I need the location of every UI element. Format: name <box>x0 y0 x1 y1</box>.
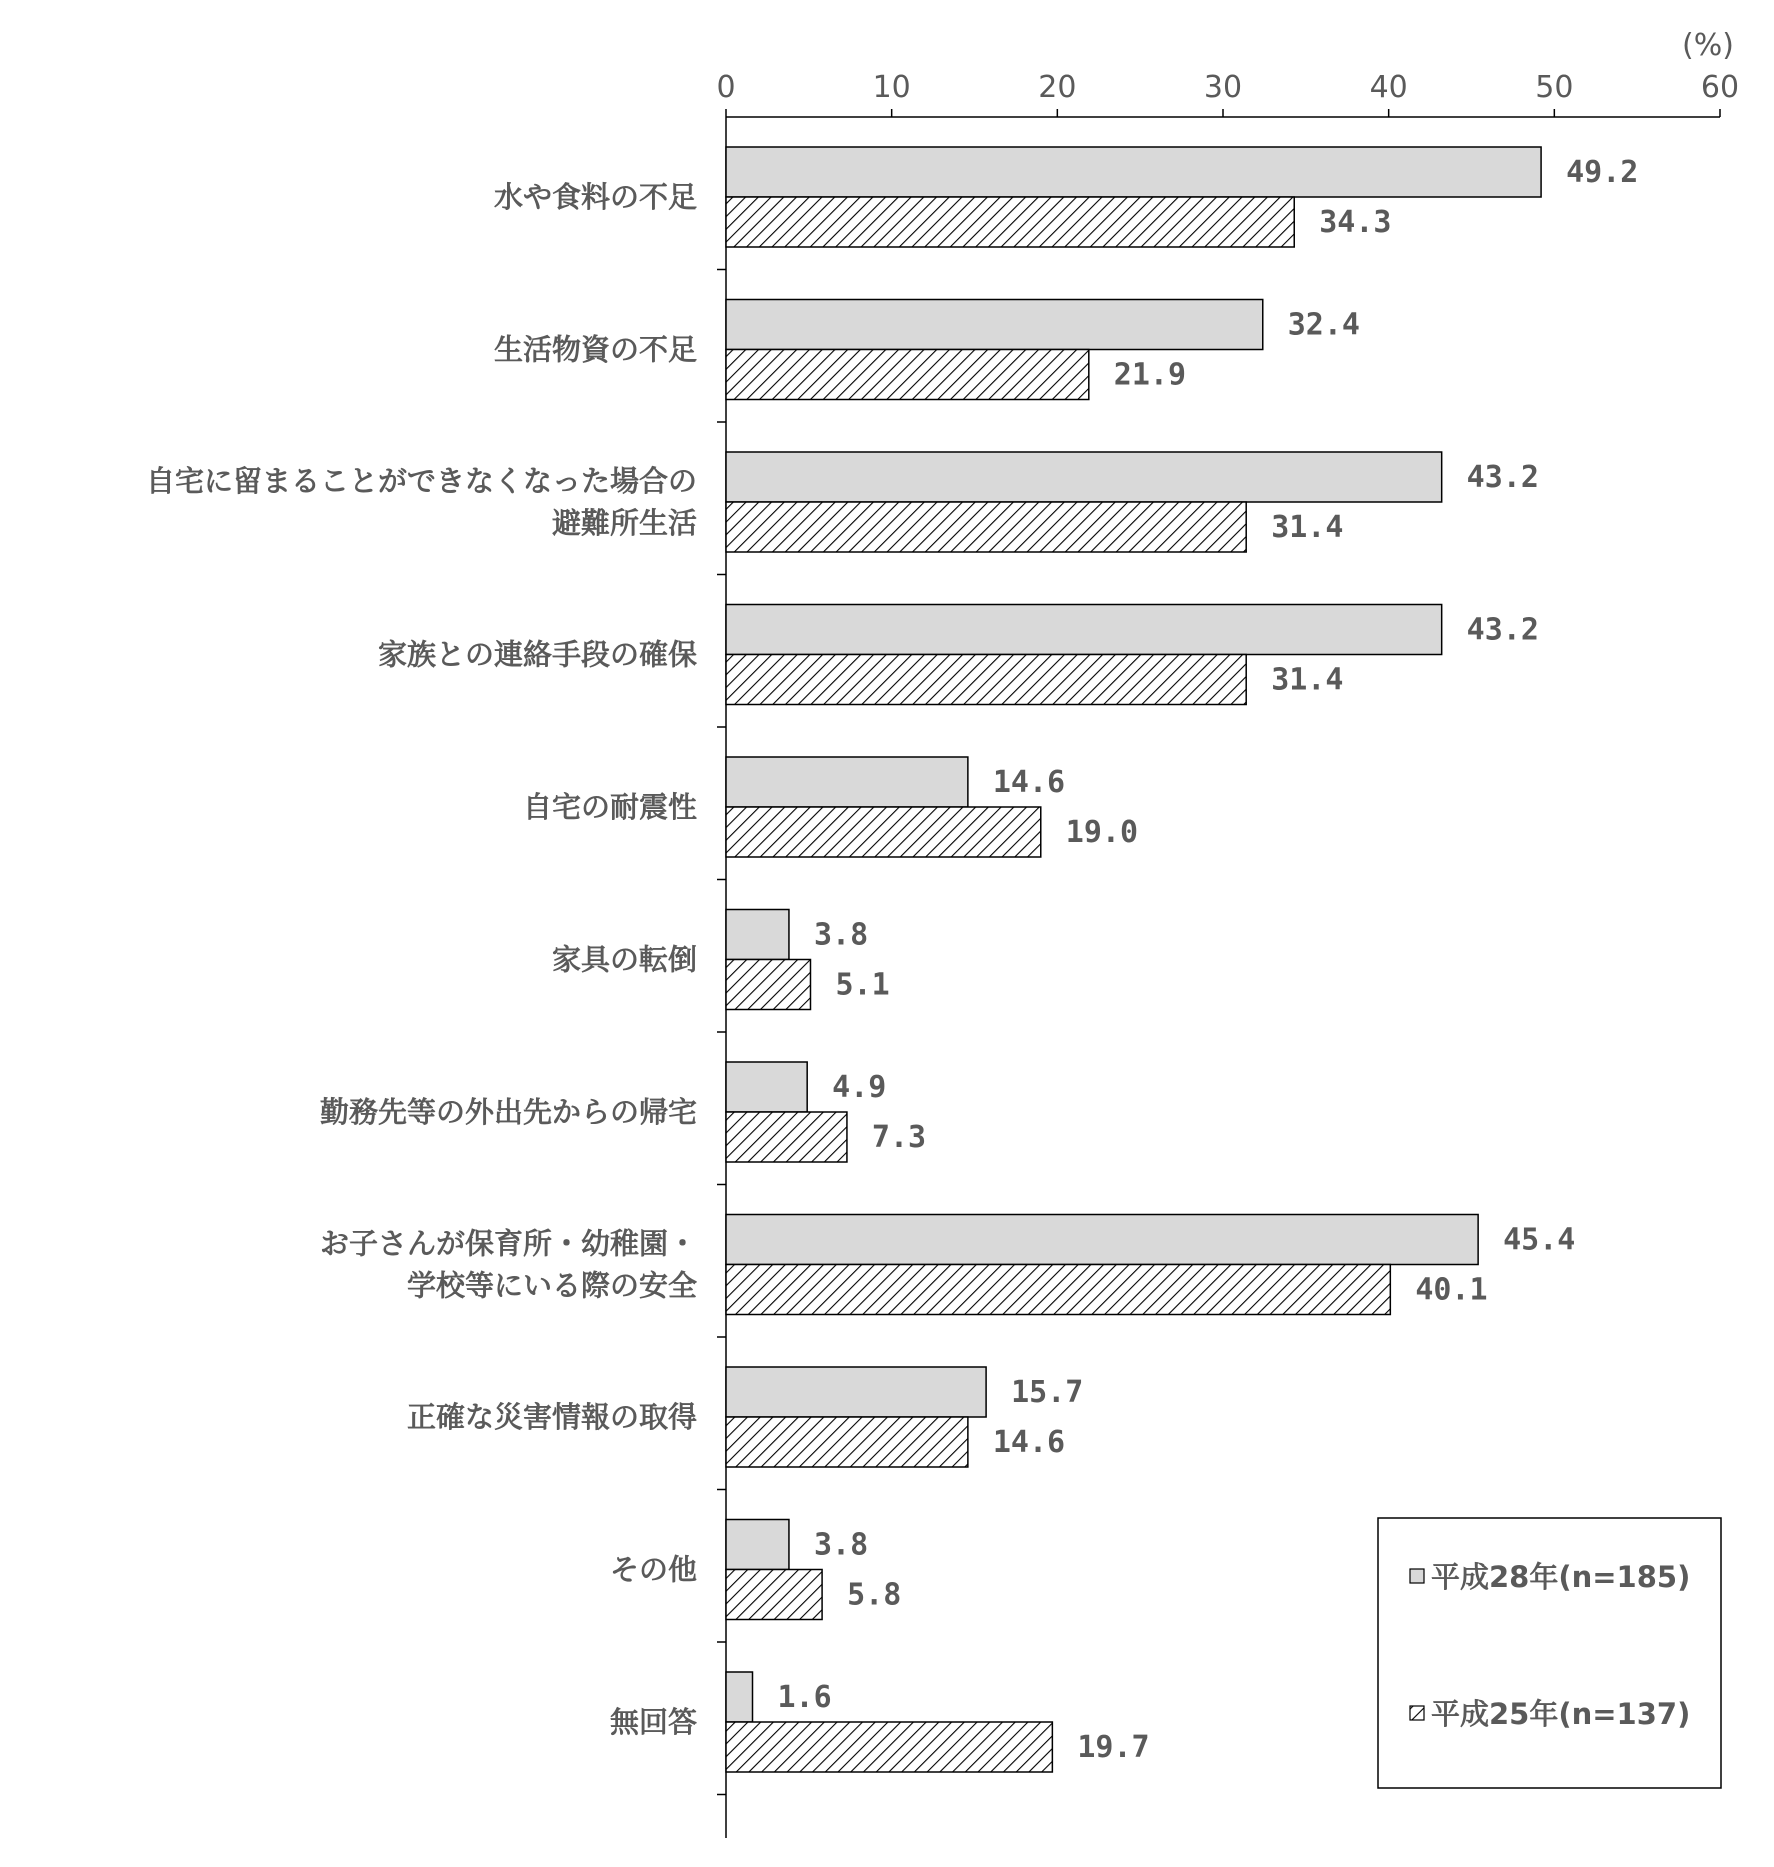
category-label: 避難所生活 <box>551 506 697 540</box>
category-label: 自宅に留まることができなくなった場合の <box>145 464 697 498</box>
bar-h25 <box>726 1570 822 1620</box>
data-label: 21.9 <box>1113 357 1187 393</box>
category-label: お子さんが保育所・幼稚園・ <box>319 1226 697 1261</box>
legend-swatch-h28 <box>1410 1569 1424 1583</box>
bar-h25 <box>726 655 1246 705</box>
category-label: 無回答 <box>609 1705 697 1739</box>
data-label: 31.4 <box>1271 510 1344 545</box>
legend-box <box>1378 1518 1721 1788</box>
x-tick-label: 60 <box>1700 70 1740 105</box>
data-label: 7.3 <box>871 1120 927 1155</box>
bar-h25 <box>726 197 1294 247</box>
x-tick-label: 10 <box>872 70 911 105</box>
bar-h28 <box>726 910 789 960</box>
bar-h25 <box>726 1417 968 1467</box>
category-label: 学校等にいる際の安全 <box>406 1268 697 1303</box>
category-label: 家具の転倒 <box>551 942 697 977</box>
data-label: 5.1 <box>835 967 890 1003</box>
bar-h28 <box>726 1367 986 1417</box>
category-label: 自宅の耐震性 <box>522 790 697 824</box>
data-label: 1.6 <box>777 1680 832 1715</box>
bar-h25 <box>726 350 1089 400</box>
data-label: 14.6 <box>992 765 1066 800</box>
data-label: 14.6 <box>992 1425 1066 1460</box>
category-label: 生活物資の不足 <box>493 332 697 367</box>
bar-h28 <box>726 300 1263 350</box>
category-label: 家族との連絡手段の確保 <box>377 637 697 672</box>
data-label: 15.7 <box>1011 1375 1084 1410</box>
legend <box>1378 1518 1721 1788</box>
data-label: 45.4 <box>1503 1222 1576 1258</box>
bar-h28 <box>726 1215 1478 1265</box>
data-label: 40.1 <box>1415 1272 1488 1308</box>
data-label: 19.0 <box>1065 815 1139 850</box>
bar-h28 <box>726 1520 789 1570</box>
bar-h25 <box>726 1722 1052 1772</box>
bar-h28 <box>726 1672 753 1722</box>
x-tick-label: 40 <box>1369 70 1408 105</box>
legend-label: 平成28年(n=185) <box>1431 1560 1691 1594</box>
x-tick-label: 20 <box>1038 70 1077 105</box>
data-label: 32.4 <box>1287 307 1361 343</box>
x-tick-label: 30 <box>1203 70 1243 105</box>
bar-h25 <box>726 807 1041 857</box>
data-label: 43.2 <box>1466 612 1539 648</box>
data-label: 34.3 <box>1319 205 1392 240</box>
category-label: 勤務先等の外出先からの帰宅 <box>319 1095 697 1129</box>
x-tick-label: 0 <box>716 70 736 105</box>
bar-h28 <box>726 452 1442 502</box>
category-label: 水や食料の不足 <box>493 180 697 214</box>
bar-h25 <box>726 1112 847 1162</box>
data-label: 43.2 <box>1466 460 1539 495</box>
bar-h25 <box>726 960 810 1010</box>
data-label: 4.9 <box>832 1070 887 1105</box>
legend-label: 平成25年(n=137) <box>1431 1697 1691 1731</box>
data-label: 3.8 <box>813 917 869 953</box>
data-label: 3.8 <box>813 1527 869 1563</box>
category-label: 正確な災害情報の取得 <box>406 1400 697 1434</box>
data-label: 19.7 <box>1077 1730 1150 1765</box>
legend-swatch-h25 <box>1410 1706 1424 1720</box>
bar-h28 <box>726 757 968 807</box>
category-label: その他 <box>609 1552 697 1587</box>
unit-label: (%) <box>1682 28 1734 63</box>
x-tick-label: 50 <box>1535 70 1574 105</box>
bar-h25 <box>726 1265 1390 1315</box>
bar-h28 <box>726 1062 807 1112</box>
data-label: 5.8 <box>847 1577 902 1613</box>
data-label: 31.4 <box>1271 662 1344 698</box>
bar-h25 <box>726 502 1246 552</box>
data-label: 49.2 <box>1566 155 1639 190</box>
bar-h28 <box>726 605 1442 655</box>
bar-h28 <box>726 147 1541 197</box>
